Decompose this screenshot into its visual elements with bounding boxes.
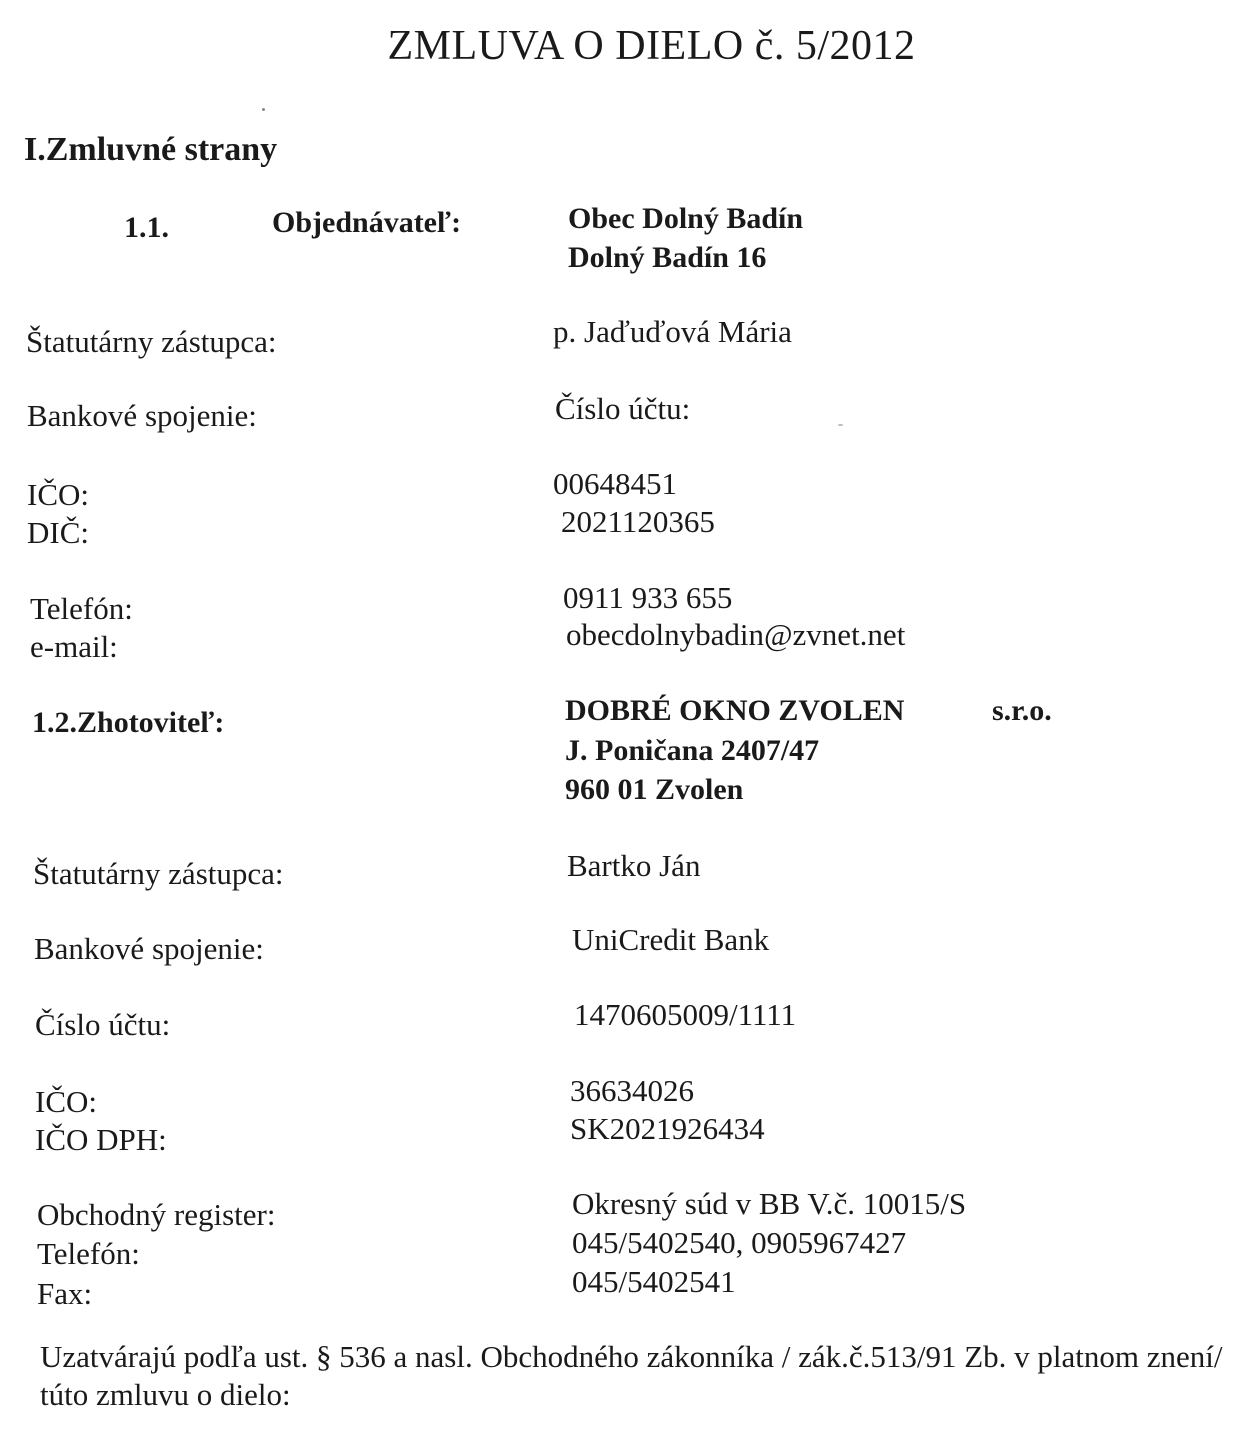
- client-dic-value: 2021120365: [561, 504, 715, 539]
- client-statutory-value: p. Jaďuďová Mária: [553, 314, 792, 349]
- client-ico-label: IČO:: [27, 477, 89, 512]
- client-email-value: obecdolnybadin@zvnet.net: [566, 617, 906, 652]
- contractor-icdph-value: SK2021926434: [570, 1111, 765, 1146]
- contractor-role-label: 1.2.Zhotoviteľ:: [32, 706, 225, 739]
- client-bank-value: Číslo účtu:: [555, 391, 691, 426]
- contractor-account-label: Číslo účtu:: [35, 1007, 171, 1042]
- client-number: 1.1.: [124, 211, 169, 244]
- document-title: ZMLUVA O DIELO č. 5/2012: [387, 23, 916, 69]
- contractor-account-value: 1470605009/1111: [574, 997, 797, 1032]
- client-name: Obec Dolný Badín: [568, 202, 804, 235]
- contractor-ico-label: IČO:: [35, 1084, 97, 1119]
- contractor-city: 960 01 Zvolen: [565, 773, 744, 806]
- client-bank-label: Bankové spojenie:: [27, 398, 257, 433]
- client-statutory-label: Štatutárny zástupca:: [26, 324, 277, 359]
- contractor-bank-label: Bankové spojenie:: [34, 931, 264, 966]
- contractor-phone-value: 045/5402540, 0905967427: [572, 1225, 907, 1260]
- contractor-name: DOBRÉ OKNO ZVOLEN: [565, 694, 905, 727]
- client-dic-label: DIČ:: [27, 515, 89, 550]
- section-heading: I.Zmluvné strany: [24, 131, 278, 168]
- client-email-label: e-mail:: [30, 629, 118, 664]
- contractor-fax-label: Fax:: [37, 1276, 93, 1311]
- contractor-register-value: Okresný súd v BB V.č. 10015/S: [572, 1186, 967, 1221]
- client-role-label: Objednávateľ:: [272, 206, 462, 239]
- contractor-statutory-label: Štatutárny zástupca:: [33, 856, 284, 891]
- contractor-street: J. Poničana 2407/47: [565, 734, 820, 767]
- contractor-icdph-label: IČO DPH:: [35, 1122, 167, 1157]
- client-phone-label: Telefón:: [30, 591, 133, 626]
- contractor-legal-form: s.r.o.: [992, 694, 1052, 727]
- client-address: Dolný Badín 16: [568, 241, 767, 274]
- scan-speck: [838, 424, 843, 426]
- contractor-bank-value: UniCredit Bank: [572, 922, 770, 957]
- contractor-fax-value: 045/5402541: [572, 1264, 736, 1299]
- client-phone-value: 0911 933 655: [563, 580, 733, 615]
- scan-speck: [262, 108, 265, 111]
- client-ico-value: 00648451: [553, 466, 677, 501]
- closing-paragraph: Uzatvárajú podľa ust. § 536 a nasl. Obchodného zákonníka / zák.č.513/91 Zb. v platnom znení/ túto zmluvu o dielo:: [40, 1339, 1223, 1412]
- contractor-register-label: Obchodný register:: [37, 1197, 276, 1232]
- contractor-statutory-value: Bartko Ján: [567, 848, 701, 883]
- contractor-phone-label: Telefón:: [37, 1236, 140, 1271]
- contractor-ico-value: 36634026: [570, 1073, 694, 1108]
